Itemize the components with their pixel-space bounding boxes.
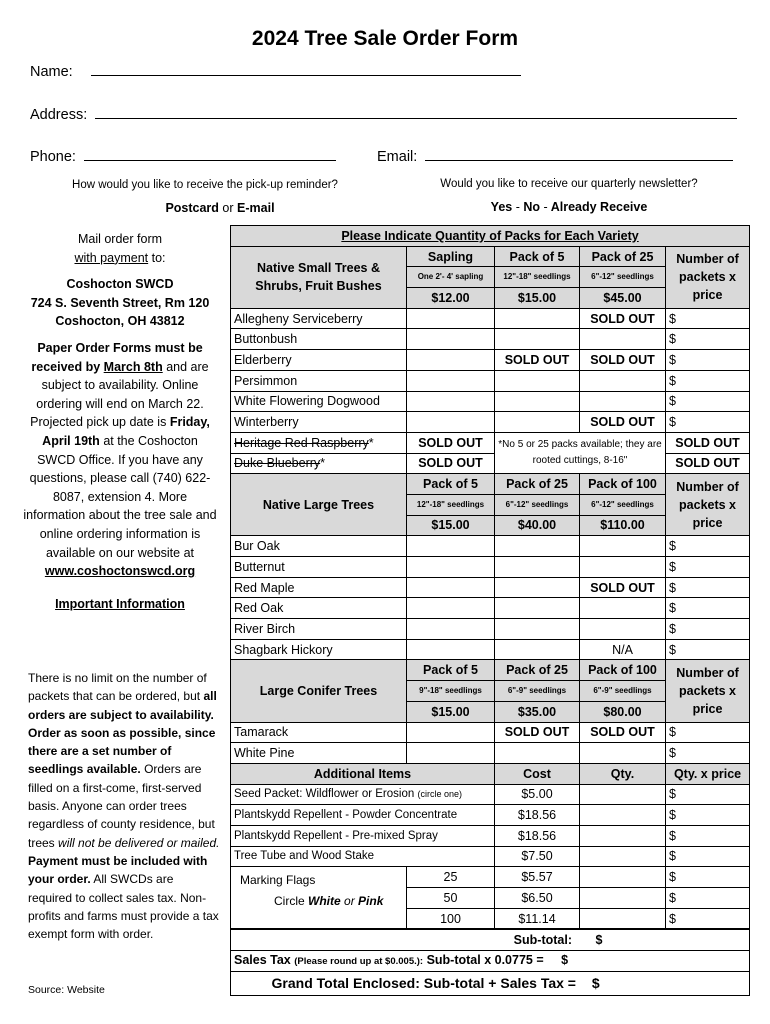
info-italic: will not be delivered or mailed. bbox=[58, 835, 220, 850]
marking-flags-label: Marking Flags bbox=[240, 873, 316, 888]
email-field[interactable] bbox=[377, 148, 733, 165]
phone-field[interactable] bbox=[30, 148, 336, 165]
total-cell[interactable]: $ bbox=[666, 784, 750, 805]
phone-line[interactable] bbox=[84, 148, 336, 161]
qty-cell[interactable] bbox=[407, 598, 495, 619]
col-header: Pack of 25 bbox=[495, 660, 580, 681]
email-line[interactable] bbox=[425, 148, 733, 161]
deadline-text: Paper Order Forms must be received by bbox=[31, 340, 203, 374]
cost-cell: $18.56 bbox=[495, 805, 580, 826]
size-note: 6"-12" seedlings bbox=[580, 267, 666, 288]
item-name: Plantskydd Repellent - Powder Concentrate bbox=[231, 805, 495, 826]
item-name: Tamarack bbox=[231, 722, 407, 743]
qty-cell[interactable] bbox=[580, 536, 666, 557]
total-cell[interactable]: $ bbox=[666, 598, 750, 619]
table-row bbox=[231, 619, 750, 640]
qty-cell[interactable] bbox=[580, 743, 666, 764]
cost-cell: $18.56 bbox=[495, 825, 580, 846]
total-cell[interactable]: $ bbox=[666, 536, 750, 557]
table-row bbox=[231, 825, 750, 846]
qty-cell[interactable] bbox=[580, 805, 666, 826]
qty-cell[interactable]: SOLD OUT bbox=[580, 308, 666, 329]
info-bold-2: Payment must be included with your order. bbox=[28, 853, 208, 887]
table-row bbox=[231, 308, 750, 329]
table-row bbox=[231, 598, 750, 619]
price: $80.00 bbox=[580, 701, 666, 722]
subtotal-cell[interactable] bbox=[231, 929, 750, 950]
cost-cell: $5.57 bbox=[495, 867, 580, 888]
qty-cell[interactable] bbox=[580, 557, 666, 578]
col-pack25-header: Pack of 25 bbox=[580, 246, 666, 267]
item-name: White Flowering Dogwood bbox=[231, 391, 407, 412]
item-name: Tree Tube and Wood Stake bbox=[231, 846, 495, 867]
grand-total-row bbox=[231, 971, 750, 995]
price: $45.00 bbox=[580, 288, 666, 309]
qty-cell[interactable] bbox=[580, 867, 666, 888]
qty-cell[interactable] bbox=[495, 557, 580, 578]
item-name: Elderberry bbox=[231, 350, 407, 371]
separator: - bbox=[543, 200, 548, 214]
form-title: 2024 Tree Sale Order Form bbox=[251, 27, 519, 50]
qty-cell[interactable] bbox=[407, 412, 495, 433]
item-name: Shagbark Hickory bbox=[231, 639, 407, 660]
table-row bbox=[231, 784, 750, 805]
item-name: Buttonbush bbox=[231, 329, 407, 350]
item-name: River Birch bbox=[231, 619, 407, 640]
footnote-mark: * bbox=[368, 435, 374, 450]
qty-cell[interactable] bbox=[580, 619, 666, 640]
white-option[interactable]: White bbox=[308, 894, 341, 909]
price: $12.00 bbox=[407, 288, 495, 309]
sales-tax-cell[interactable] bbox=[231, 951, 750, 972]
price: $15.00 bbox=[407, 701, 495, 722]
reminder-options bbox=[30, 201, 410, 215]
separator: - bbox=[515, 200, 520, 214]
total-cell[interactable]: $ bbox=[666, 743, 750, 764]
qty-cell[interactable]: SOLD OUT bbox=[580, 722, 666, 743]
conifer-header: Large Conifer Trees bbox=[231, 660, 407, 722]
qty-cell[interactable] bbox=[407, 308, 495, 329]
address-label: Address: bbox=[30, 107, 88, 123]
item-name: Butternut bbox=[231, 557, 407, 578]
table-row bbox=[231, 867, 750, 888]
table-row bbox=[231, 743, 750, 764]
table-row bbox=[231, 536, 750, 557]
qty-cell[interactable] bbox=[580, 329, 666, 350]
qty-cell[interactable] bbox=[407, 639, 495, 660]
table-row bbox=[231, 805, 750, 826]
qty-cell[interactable] bbox=[407, 391, 495, 412]
or-text: or bbox=[344, 894, 355, 909]
newsletter-options bbox=[395, 200, 743, 214]
table-row bbox=[231, 350, 750, 371]
website-link[interactable]: www.coshoctonswcd.org bbox=[44, 564, 196, 579]
important-heading: Important Information bbox=[55, 596, 185, 611]
qty-cell[interactable]: SOLD OUT bbox=[580, 412, 666, 433]
total-cell[interactable]: $ bbox=[666, 825, 750, 846]
qty-cell: SOLD OUT bbox=[407, 432, 495, 453]
info-text: There is no limit on the number of packets that can be ordered, but bbox=[28, 671, 207, 704]
flag-color-choice bbox=[234, 891, 403, 912]
newsletter-yes-option[interactable]: Yes bbox=[490, 200, 513, 214]
item-name: Red Oak bbox=[231, 598, 407, 619]
total-cell[interactable]: $ bbox=[666, 329, 750, 350]
small-trees-header: Native Small Trees & Shrubs, Fruit Bushes bbox=[231, 246, 407, 308]
price: $15.00 bbox=[407, 515, 495, 536]
info-text-3: All SWCDs are required to collect sales tax. Non-profits and farms must provide a tax exempt form with order. bbox=[28, 872, 219, 942]
mail-instructions bbox=[22, 230, 218, 613]
flag-qty: 50 bbox=[407, 888, 495, 909]
size-note: 6"-12" seedlings bbox=[580, 494, 666, 515]
flag-qty: 25 bbox=[407, 867, 495, 888]
size-note: One 2'- 4' sapling bbox=[407, 267, 495, 288]
qty-cell[interactable] bbox=[495, 639, 580, 660]
qty-cell[interactable] bbox=[495, 577, 580, 598]
total-cell[interactable]: $ bbox=[666, 867, 750, 888]
item-name: Allegheny Serviceberry bbox=[231, 308, 407, 329]
postcard-option[interactable]: Postcard bbox=[165, 201, 219, 215]
reminder-question: How would you like to receive the pick-up reminder? bbox=[72, 179, 338, 191]
source-note: Source: Website bbox=[28, 984, 105, 996]
qty-cell[interactable] bbox=[407, 722, 495, 743]
table-main-header: Please Indicate Quantity of Packs for Each Variety bbox=[231, 226, 750, 247]
rooted-cuttings-note: *No 5 or 25 packs available; they are rooted cuttings, 8-16" bbox=[495, 432, 666, 473]
table-row bbox=[231, 370, 750, 391]
total-cell[interactable]: $ bbox=[666, 557, 750, 578]
qty-cell[interactable] bbox=[407, 350, 495, 371]
qty-cell[interactable] bbox=[495, 329, 580, 350]
total-cell[interactable]: $ bbox=[666, 350, 750, 371]
pickup-date: Friday, April 19th bbox=[42, 415, 210, 448]
circle-one-note: (circle one) bbox=[417, 789, 462, 800]
order-deadline-paragraph bbox=[22, 339, 218, 562]
qty-cell[interactable] bbox=[407, 743, 495, 764]
total-cell[interactable]: $ bbox=[666, 722, 750, 743]
large-trees-header: Native Large Trees bbox=[231, 474, 407, 536]
seed-packet-text: Seed Packet: Wildflower or Erosion bbox=[234, 788, 415, 801]
qty-cell[interactable] bbox=[407, 577, 495, 598]
total-cell: SOLD OUT bbox=[666, 453, 750, 474]
sales-tax-label: Sales Tax bbox=[234, 952, 291, 967]
qty-cell[interactable]: SOLD OUT bbox=[580, 577, 666, 598]
sales-tax-dollar: $ bbox=[561, 952, 569, 967]
flag-qty: 100 bbox=[407, 908, 495, 929]
info-bold: all orders are subject to availability. Order as soon as possible, since there are a set number of seedlings available. bbox=[28, 689, 217, 777]
qty-cell[interactable] bbox=[580, 391, 666, 412]
table-row bbox=[231, 412, 750, 433]
to-text: to: bbox=[148, 250, 166, 265]
qty-cell[interactable] bbox=[495, 308, 580, 329]
deadline-text-3: at the Coshocton SWCD Office. If you have any questions, please call (740) 622-8087, extension 4. More information about the tree sale and online ordering information is available on our website at bbox=[23, 433, 217, 560]
total-cell[interactable]: $ bbox=[666, 639, 750, 660]
price: $35.00 bbox=[495, 701, 580, 722]
total-cell[interactable]: $ bbox=[666, 370, 750, 391]
total-cell[interactable]: $ bbox=[666, 805, 750, 826]
total-cell[interactable]: $ bbox=[666, 619, 750, 640]
qty-cell[interactable] bbox=[495, 412, 580, 433]
item-name: Red Maple bbox=[231, 577, 407, 598]
col-header: Pack of 100 bbox=[580, 474, 666, 495]
col-pack5-header: Pack of 5 bbox=[495, 246, 580, 267]
pink-option[interactable]: Pink bbox=[358, 894, 384, 909]
cost-cell: $6.50 bbox=[495, 888, 580, 909]
total-cell[interactable]: $ bbox=[666, 412, 750, 433]
table-row bbox=[231, 391, 750, 412]
cost-cell: $11.14 bbox=[495, 908, 580, 929]
qty-cell: SOLD OUT bbox=[407, 453, 495, 474]
cost-header: Cost bbox=[495, 763, 580, 784]
qty-cell[interactable] bbox=[407, 329, 495, 350]
subtotal-row bbox=[231, 929, 750, 950]
qty-header: Qty. bbox=[580, 763, 666, 784]
item-name bbox=[231, 453, 407, 474]
item-name bbox=[231, 432, 407, 453]
qty-cell[interactable] bbox=[580, 825, 666, 846]
city-address: Coshocton, OH 43812 bbox=[55, 314, 185, 329]
total-header: Number of packets x price bbox=[666, 474, 750, 536]
mail-line-2 bbox=[22, 249, 218, 268]
qty-cell[interactable] bbox=[580, 908, 666, 929]
qty-cell[interactable]: SOLD OUT bbox=[580, 350, 666, 371]
item-name bbox=[231, 784, 495, 805]
phone-label: Phone: bbox=[30, 149, 76, 165]
col-sapling-header: Sapling bbox=[407, 246, 495, 267]
price: $110.00 bbox=[580, 515, 666, 536]
mail-line: Mail order form bbox=[77, 232, 163, 246]
org-name: Coshocton SWCD bbox=[66, 277, 174, 292]
qty-cell[interactable] bbox=[580, 370, 666, 391]
size-note: 6"-9" seedlings bbox=[580, 681, 666, 702]
name-field[interactable] bbox=[30, 63, 521, 80]
grand-total-cell[interactable] bbox=[231, 971, 750, 995]
qty-cell[interactable]: SOLD OUT bbox=[495, 350, 580, 371]
address-line[interactable] bbox=[95, 106, 737, 119]
total-cell[interactable]: $ bbox=[666, 908, 750, 929]
col-header: Pack of 5 bbox=[407, 474, 495, 495]
qty-cell[interactable] bbox=[407, 370, 495, 391]
footnote-mark: * bbox=[320, 456, 326, 471]
total-cell[interactable]: $ bbox=[666, 577, 750, 598]
qty-cell[interactable]: N/A bbox=[580, 639, 666, 660]
price: $40.00 bbox=[495, 515, 580, 536]
total-header: Number of packets x price bbox=[666, 246, 750, 308]
total-header: Number of packets x price bbox=[666, 660, 750, 722]
price: $15.00 bbox=[495, 288, 580, 309]
newsletter-question: Would you like to receive our quarterly newsletter? bbox=[440, 178, 698, 190]
order-table bbox=[230, 225, 750, 996]
email-label: Email: bbox=[377, 149, 418, 165]
qty-cell[interactable] bbox=[495, 370, 580, 391]
subtotal-label: Sub-total: bbox=[513, 933, 572, 948]
table-row bbox=[231, 846, 750, 867]
table-row bbox=[231, 329, 750, 350]
qty-cell[interactable] bbox=[407, 536, 495, 557]
with-payment-text: with payment bbox=[74, 250, 149, 265]
qty-cell[interactable] bbox=[580, 598, 666, 619]
item-name: White Pine bbox=[231, 743, 407, 764]
qty-cell[interactable] bbox=[495, 598, 580, 619]
info-text-2: Orders are filled on a first-come, first-served basis. Anyone can order trees regardless of county residence, but trees bbox=[28, 762, 215, 850]
table-row bbox=[231, 432, 750, 453]
qty-cell[interactable] bbox=[495, 391, 580, 412]
size-note: 6"-12" seedlings bbox=[495, 494, 580, 515]
qty-cell[interactable] bbox=[495, 619, 580, 640]
sales-tax-row bbox=[231, 951, 750, 972]
qty-price-header: Qty. x price bbox=[666, 763, 750, 784]
total-cell[interactable]: $ bbox=[666, 846, 750, 867]
item-name: Plantskydd Repellent - Pre-mixed Spray bbox=[231, 825, 495, 846]
qty-cell[interactable] bbox=[407, 619, 495, 640]
name-line[interactable] bbox=[91, 63, 521, 76]
subtotal-dollar: $ bbox=[595, 933, 603, 948]
email-option[interactable]: E-mail bbox=[237, 201, 275, 215]
size-note: 6"-9" seedlings bbox=[495, 681, 580, 702]
total-cell[interactable]: $ bbox=[666, 391, 750, 412]
table-row bbox=[231, 577, 750, 598]
item-name: Winterberry bbox=[231, 412, 407, 433]
qty-cell[interactable]: SOLD OUT bbox=[495, 722, 580, 743]
address-field[interactable] bbox=[30, 106, 737, 123]
qty-cell[interactable] bbox=[495, 743, 580, 764]
table-row bbox=[231, 453, 750, 474]
grand-total-label: Grand Total Enclosed: Sub-total + Sales Tax = bbox=[271, 975, 576, 992]
cost-cell: $7.50 bbox=[495, 846, 580, 867]
qty-cell[interactable] bbox=[580, 888, 666, 909]
size-note: 12"-18" seedlings bbox=[407, 494, 495, 515]
round-up-note: (Please round up at $0.005.): bbox=[294, 955, 424, 967]
deadline-text-2: and are subject to availability. Online ordering will end on March 22. Projected pick up date is bbox=[30, 359, 209, 430]
item-name: Persimmon bbox=[231, 370, 407, 391]
col-header: Pack of 25 bbox=[495, 474, 580, 495]
additional-items-header: Additional Items bbox=[231, 763, 495, 784]
blueberry-name: Duke Blueberry bbox=[234, 456, 321, 471]
size-note: 9"-18" seedlings bbox=[407, 681, 495, 702]
col-header: Pack of 5 bbox=[407, 660, 495, 681]
qty-cell[interactable] bbox=[495, 536, 580, 557]
newsletter-no-option[interactable]: No bbox=[523, 200, 541, 214]
table-row bbox=[231, 639, 750, 660]
total-cell[interactable]: $ bbox=[666, 888, 750, 909]
marking-flags-cell bbox=[231, 867, 407, 930]
deadline-date: March 8th bbox=[103, 359, 163, 374]
table-row bbox=[231, 557, 750, 578]
cost-cell: $5.00 bbox=[495, 784, 580, 805]
qty-cell[interactable] bbox=[580, 784, 666, 805]
street-address: 724 S. Seventh Street, Rm 120 bbox=[30, 295, 210, 310]
important-info bbox=[28, 669, 220, 943]
col-header: Pack of 100 bbox=[580, 660, 666, 681]
name-label: Name: bbox=[30, 64, 73, 80]
raspberry-name: Heritage Red Raspberry bbox=[234, 435, 369, 450]
grand-total-dollar: $ bbox=[591, 975, 600, 992]
total-cell: SOLD OUT bbox=[666, 432, 750, 453]
table-row bbox=[231, 722, 750, 743]
qty-cell[interactable] bbox=[407, 557, 495, 578]
or-text: or bbox=[222, 201, 234, 215]
newsletter-already-option[interactable]: Already Receive bbox=[550, 200, 648, 214]
circle-text: Circle bbox=[274, 894, 305, 909]
item-name: Bur Oak bbox=[231, 536, 407, 557]
total-cell[interactable]: $ bbox=[666, 308, 750, 329]
sales-tax-formula: Sub-total x 0.0775 = bbox=[426, 952, 544, 967]
qty-cell[interactable] bbox=[580, 846, 666, 867]
size-note: 12"-18" seedlings bbox=[495, 267, 580, 288]
